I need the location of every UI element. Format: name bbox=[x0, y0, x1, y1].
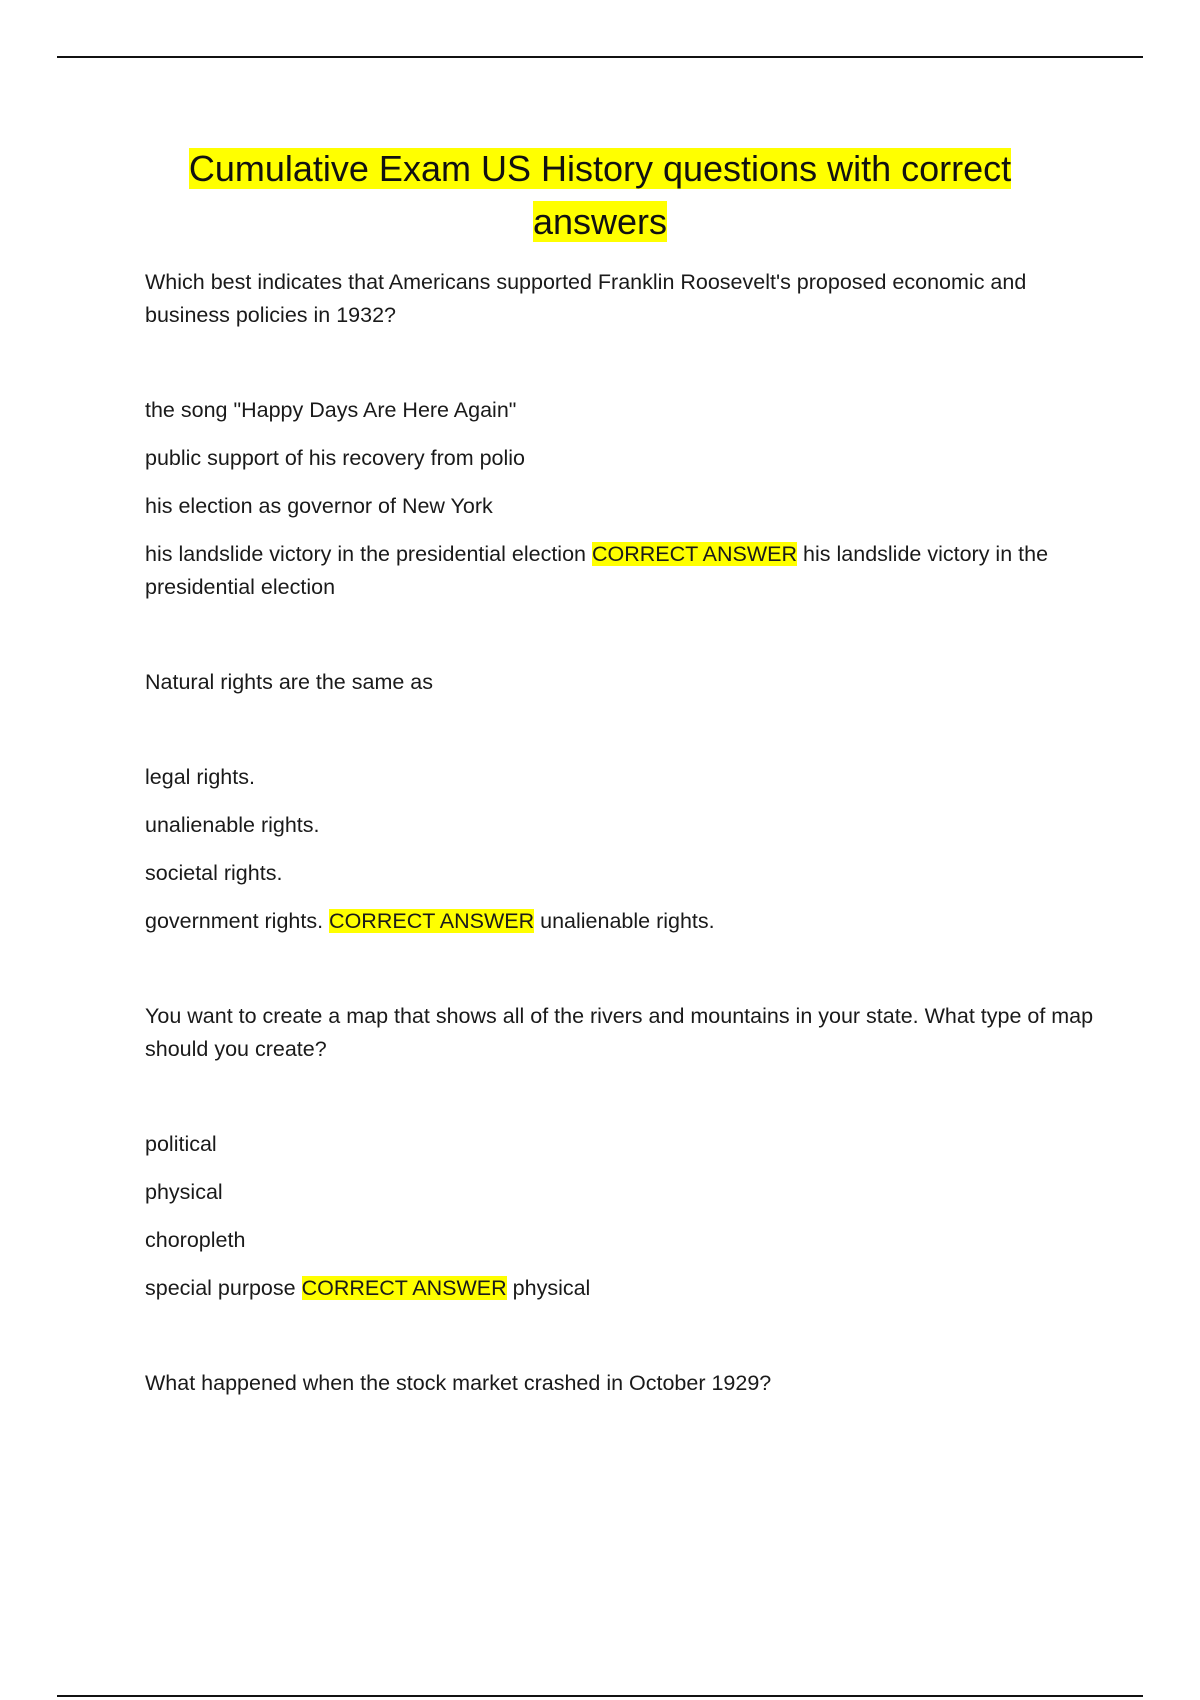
question-2-answer: unalienable rights. bbox=[540, 909, 715, 933]
question-3-option-4 bbox=[145, 1272, 1095, 1305]
question-3-prompt: You want to create a map that shows all of the rivers and mountains in your state. What type of map should you create? bbox=[145, 1004, 1094, 1061]
question-2-option-1: legal rights. bbox=[145, 765, 255, 789]
question-1-answer: his landslide victory in the presidential election bbox=[145, 542, 1049, 599]
question-2-prompt: Natural rights are the same as bbox=[145, 670, 433, 694]
question-1-option-4 bbox=[145, 538, 1095, 604]
page-title-text: Cumulative Exam US History questions with correct answers bbox=[188, 148, 1012, 242]
question-1-option-2: public support of his recovery from polio bbox=[145, 446, 526, 470]
question-3-option-3: choropleth bbox=[145, 1228, 246, 1252]
question-1-option-1: the song "Happy Days Are Here Again" bbox=[145, 398, 517, 422]
question-2-option-2: unalienable rights. bbox=[145, 813, 320, 837]
top-rule bbox=[57, 56, 1143, 58]
question-3-option-1: political bbox=[145, 1132, 217, 1156]
question-1-prompt: Which best indicates that Americans supported Franklin Roosevelt's proposed economic and business policies in 1932? bbox=[145, 270, 1027, 327]
correct-answer-tag: CORRECT ANSWER bbox=[329, 909, 535, 933]
correct-answer-tag: CORRECT ANSWER bbox=[591, 542, 798, 566]
question-4-prompt: What happened when the stock market crashed in October 1929? bbox=[145, 1371, 772, 1395]
question-3-option-2: physical bbox=[145, 1180, 223, 1204]
page-title bbox=[120, 142, 1080, 248]
question-2-option-4-text: government rights. bbox=[145, 909, 324, 933]
question-2-option-3: societal rights. bbox=[145, 861, 283, 885]
correct-answer-tag: CORRECT ANSWER bbox=[301, 1276, 507, 1300]
document-body bbox=[145, 266, 1095, 1462]
question-3-option-4-text: special purpose bbox=[145, 1276, 296, 1300]
bottom-rule bbox=[57, 1695, 1143, 1697]
question-1-option-4-text: his landslide victory in the presidential election bbox=[145, 542, 586, 566]
question-1-option-3: his election as governor of New York bbox=[145, 494, 493, 518]
question-2-option-4 bbox=[145, 905, 1095, 938]
question-3-answer: physical bbox=[512, 1276, 591, 1300]
